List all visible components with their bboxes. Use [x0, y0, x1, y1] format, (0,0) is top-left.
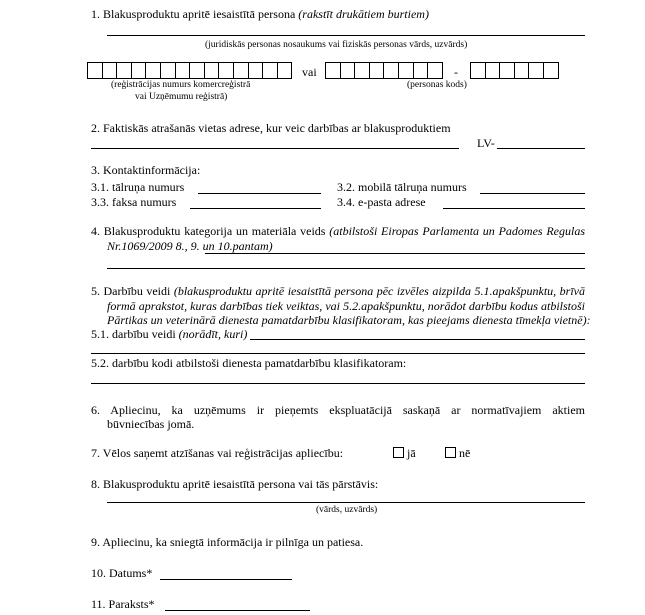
section-4-note-2: Nr.1069/2009 8., 9. un 10.pantam): [107, 239, 273, 253]
category-field-2[interactable]: [107, 268, 585, 269]
postal-code-prefix: LV-: [477, 136, 495, 150]
section-8-title: 8. Blakusproduktu apritē iesaistītā persona vai tās pārstāvis:: [91, 477, 379, 491]
activity-codes-field[interactable]: [91, 383, 585, 384]
section-2-title: 2. Faktiskās atrašanās vietas adrese, kur veic darbības ar blakusproduktiem: [91, 121, 451, 135]
activity-types-field-1[interactable]: [250, 339, 585, 340]
section-5-note-3: Pārtikas un veterinārā dienesta pamatdarbību klasifikatoram, kas pieejams dienesta tīmekļa vietnē):: [107, 313, 591, 327]
or-text: vai: [302, 65, 317, 79]
category-field-1[interactable]: [205, 253, 585, 254]
fax-field[interactable]: [190, 208, 321, 209]
name-field[interactable]: [107, 35, 585, 36]
section-6-line-2: būvniecības jomā.: [107, 417, 195, 431]
date-field[interactable]: [160, 579, 292, 580]
address-field[interactable]: [91, 148, 459, 149]
registration-caption-2: vai Uzņēmumu reģistrā): [135, 92, 228, 102]
email-field[interactable]: [443, 208, 585, 209]
activity-types-label: 5.1. darbību veidi (norādīt, kuri): [91, 327, 248, 341]
section-9-statement: 9. Apliecinu, ka sniegtā informācija ir pilnīga un patiesa.: [91, 535, 364, 549]
representative-caption: (vārds, uzvārds): [316, 505, 378, 515]
personal-code-part2-boxes[interactable]: [470, 62, 558, 79]
signature-label: 11. Paraksts*: [91, 597, 155, 611]
no-option[interactable]: nē: [445, 446, 470, 461]
yes-option[interactable]: jā: [393, 446, 416, 461]
mobile-label: 3.2. mobilā tālruņa numurs: [337, 180, 467, 194]
personal-code-part1-boxes[interactable]: [325, 62, 442, 79]
section-5-title: 5. Darbību veidi (blakusproduktu apritē iesaistītā persona pēc izvēles aizpilda 5.1.apakšpunktu, brīvā: [91, 284, 585, 298]
representative-field[interactable]: [107, 502, 585, 503]
registration-number-boxes[interactable]: [87, 62, 291, 79]
dash-text: -: [454, 65, 458, 79]
yes-checkbox[interactable]: [393, 447, 404, 458]
registration-caption-1: (reģistrācijas numurs komercreģistrā: [111, 80, 251, 90]
postal-code-field[interactable]: [497, 148, 585, 149]
phone-label: 3.1. tālruņa numurs: [91, 180, 185, 194]
date-label: 10. Datums*: [91, 566, 153, 580]
no-checkbox[interactable]: [445, 447, 456, 458]
phone-field[interactable]: [198, 193, 321, 194]
section-4-title: 4. Blakusproduktu kategorija un materiāla veids (atbilstoši Eiropas Parlamenta un Padomes Regulas: [91, 224, 586, 238]
activity-codes-label: 5.2. darbību kodi atbilstoši dienesta pamatdarbību klasifikatoram:: [91, 356, 407, 370]
section-1-title: 1. Blakusproduktu apritē iesaistītā persona (rakstīt drukātiem burtiem): [91, 7, 429, 21]
section-6-line-1: 6. Apliecinu, ka uzņēmums ir pieņemts ekspluatācijā saskaņā ar normatīvajiem aktiem: [91, 403, 585, 417]
activity-types-field-2[interactable]: [91, 353, 585, 354]
mobile-field[interactable]: [480, 193, 585, 194]
section-5-note-2: formā aprakstot, kuras darbības tiek veiktas, vai 5.2.apakšpunktu, norādot darbību kodus atbilstoši: [107, 299, 585, 313]
section-3-title: 3. Kontaktinformācija:: [91, 163, 201, 177]
name-caption: (juridiskās personas nosaukums vai fiziskās personas vārds, uzvārds): [205, 40, 468, 50]
section-7-title: 7. Vēlos saņemt atzīšanas vai reģistrācijas apliecību:: [91, 446, 344, 460]
personal-code-caption: (personas kods): [407, 80, 467, 90]
email-label: 3.4. e-pasta adrese: [337, 195, 426, 209]
fax-label: 3.3. faksa numurs: [91, 195, 177, 209]
signature-field[interactable]: [165, 610, 310, 611]
